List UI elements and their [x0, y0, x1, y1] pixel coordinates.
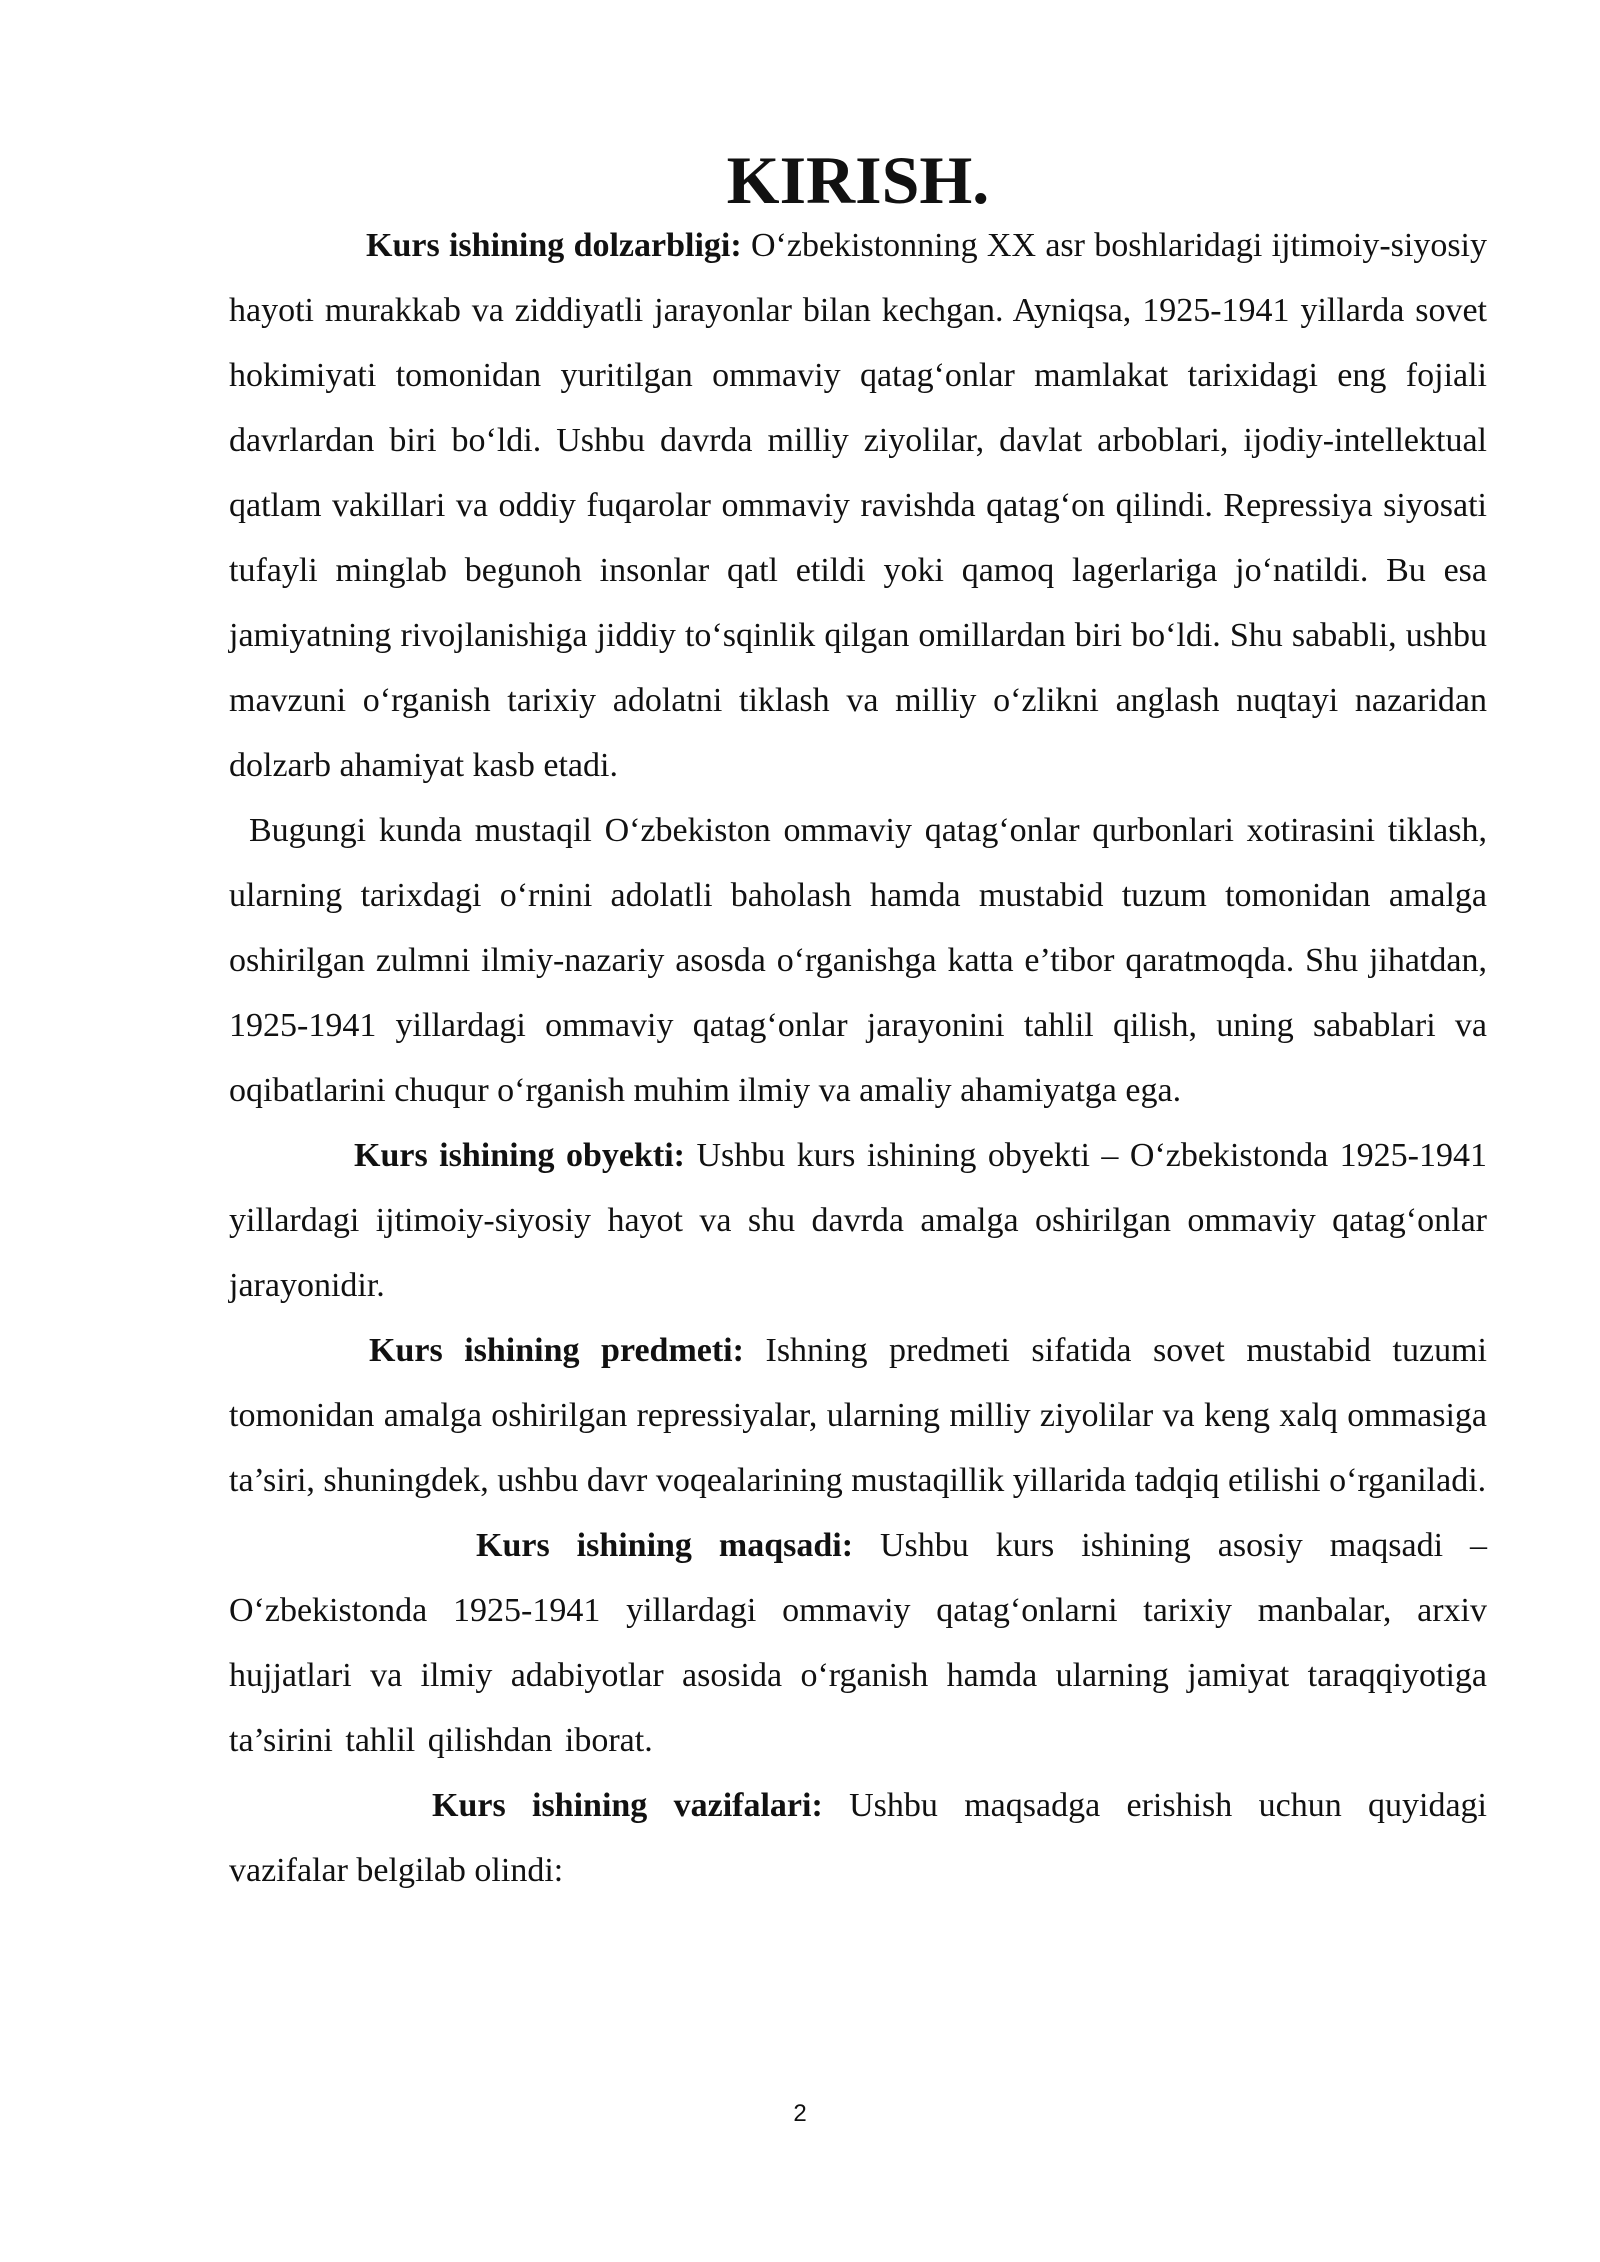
paragraph-text: Ishning predmeti sifatida sovet mustabid tuzumi tomonidan amalga oshirilgan repressiyalar, ularning milliy ziyolilar va keng xalq ommasiga ta’siri, shuningdek, ushbu davr voqealarining mustaqillik yillarida tadqiq etilishi o‘rganiladi.: [229, 1332, 1487, 1499]
paragraph-obyekti: [229, 1123, 1487, 1318]
section-title: KIRISH.: [726, 142, 990, 218]
paragraph-text: Ushbu kurs ishining obyekti – O‘zbekistonda 1925-1941 yillardagi ijtimoiy-siyosiy hayot va shu davrda amalga oshirilgan ommaviy qatag‘onlar jarayonidir.: [229, 1137, 1487, 1304]
paragraph-text: Ushbu maqsadga erishish uchun quyidagi vazifalar belgilab olindi:: [229, 1787, 1488, 1889]
paragraph-lead: Kurs ishining predmeti:: [369, 1332, 744, 1369]
paragraph-vazifalari: [229, 1773, 1487, 1903]
paragraph-predmeti: [229, 1318, 1487, 1513]
paragraph-text: O‘zbekistonning XX asr boshlaridagi ijtimoiy-siyosiy hayoti murakkab va ziddiyatli jarayonlar bilan kechgan. Ayniqsa, 1925-1941 yillarda sovet hokimiyati tomonidan yuritilgan ommaviy qatag‘onlar mamlakat tarixidagi eng fojiali davrlardan biri bo‘ldi. Ushbu davrda milliy ziyolilar, davlat arboblari, ijodiy-intellektual qatlam vakillari va oddiy fuqarolar ommaviy ravishda qatag‘on qilindi. Repressiya siyosati tufayli minglab begunoh insonlar qatl etildi yoki qamoq lagerlariga jo‘natildi. Bu esa jamiyatning rivojlanishiga jiddiy to‘sqinlik qilgan omillardan biri bo‘ldi. Shu sababli, ushbu mavzuni o‘rganish tarixiy adolatni tiklash va milliy o‘zlikni anglash nuqtayi nazaridan dolzarb ahamiyat kasb etadi.: [229, 227, 1487, 784]
page-content: [229, 142, 1488, 1903]
paragraph-lead: Kurs ishining dolzarbligi:: [366, 227, 742, 264]
paragraph-text: Bugungi kunda mustaqil O‘zbekiston ommaviy qatag‘onlar qurbonlari xotirasini tiklash, ularning tarixdagi o‘rnini adolatli baholash hamda mustabid tuzum tomonidan amalga oshirilgan zulmni ilmiy-nazariy asosda o‘rganishga katta e’tibor qaratmoqda. Shu jihatdan, 1925-1941 yillardagi ommaviy qatag‘onlar jarayonini tahlil qilish, uning sabablari va oqibatlarini chuqur o‘rganish muhim ilmiy va amaliy ahamiyatga ega.: [229, 812, 1487, 1109]
paragraph-bugungi: [229, 798, 1487, 1123]
paragraph-maqsadi: [229, 1513, 1487, 1773]
paragraph-lead: Kurs ishining maqsadi:: [476, 1527, 854, 1564]
paragraph-lead: Kurs ishining vazifalari:: [432, 1787, 823, 1824]
page-number: 2: [793, 2100, 807, 2127]
paragraph-lead: Kurs ishining obyekti:: [354, 1137, 685, 1174]
paragraph-dolzarbligi: [229, 213, 1487, 798]
paragraph-text: Ushbu kurs ishining asosiy maqsadi – O‘zbekistonda 1925-1941 yillardagi ommaviy qatag‘onlarni tarixiy manbalar, arxiv hujjatlari va ilmiy adabiyotlar asosida o‘rganish hamda ularning jamiyat taraqqiyotiga ta’sirini tahlil qilishdan iborat.: [229, 1527, 1487, 1759]
